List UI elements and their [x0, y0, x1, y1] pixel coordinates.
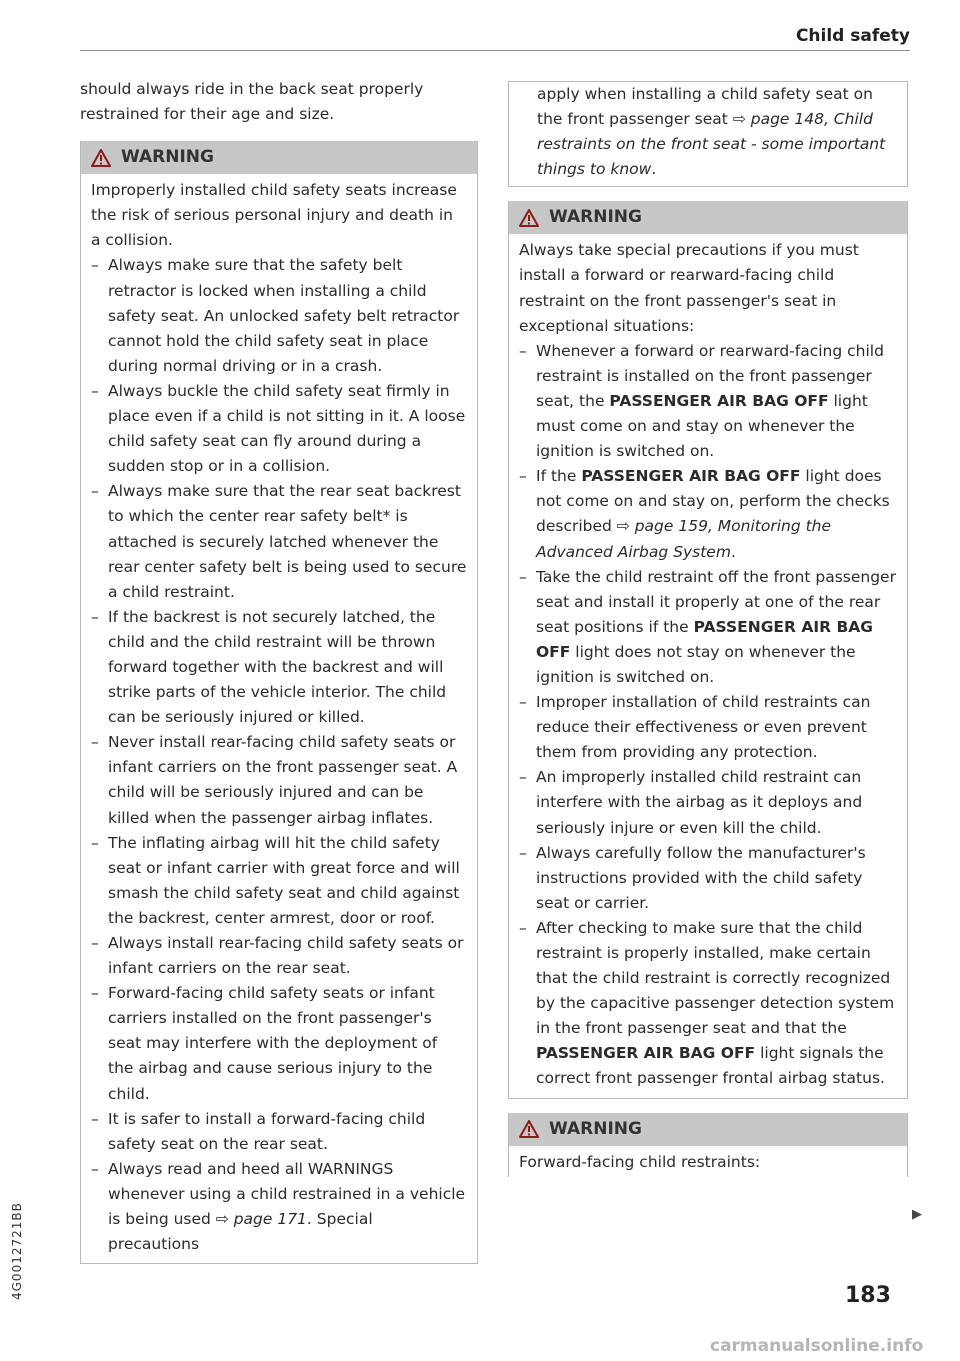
page-reference-link[interactable]: ⇨ page 148, Child restraints on the front seat - some important things to know	[537, 110, 886, 179]
list-item	[91, 1157, 467, 1257]
list-item: – Forward-facing child safety seats or infant carriers installed on the front passenger's seat may interfere with the deployment of the airbag and cause serious injury to the child.	[91, 981, 467, 1106]
item-text: Whenever a forward or rearward-facing child restraint is installed on the front passenger seat, the	[536, 341, 884, 410]
page-number: 183	[845, 1283, 891, 1308]
item-bold: PASSENGER AIR BAG OFF	[536, 617, 873, 661]
list-item-text: Always read and heed all WARNINGS whenever using a child restrained in a vehicle is being used	[108, 1159, 466, 1229]
section-title: Child safety	[795, 26, 910, 46]
right-column	[508, 81, 908, 1177]
warning-list	[91, 253, 467, 1257]
item-text: light does not come on and stay on, perform the checks described	[536, 467, 890, 536]
item-text: After checking to make sure that the child restraint is properly installed, make certain that the child restraint is correctly recognized by the capacitive passenger detection system in the front passenger seat and that the	[536, 918, 895, 1038]
warning-body	[509, 234, 907, 1097]
warning-body	[81, 174, 477, 1263]
warning-lead: Improperly installed child safety seats increase the risk of serious personal injury and death in a collision.	[91, 181, 457, 250]
left-column	[80, 77, 478, 1264]
document-code: 4G0012721BB	[10, 1202, 24, 1300]
list-item: – An improperly installed child restraint can interfere with the airbag as it deploys and seriously injure or even kill the child.	[519, 765, 897, 840]
page-reference-link[interactable]: ⇨ page 159, Monitoring the Advanced Airbag System	[536, 517, 832, 561]
warning-header	[509, 1113, 907, 1146]
list-item	[519, 565, 897, 690]
continuation-tail: .	[651, 160, 657, 179]
item-text: If the	[536, 467, 582, 486]
warning-lead: Always take special precautions if you must install a forward or rearward-facing child restraint on the front passenger's seat in exceptional situations:	[519, 241, 859, 335]
list-item: – The inflating airbag will hit the child safety seat or infant carrier with great force and will smash the child safety seat and child against the backrest, center armrest, door or roof.	[91, 831, 467, 931]
warning-triangle-icon	[519, 209, 539, 227]
item-text: light must come on and stay on whenever the ignition is switched on.	[536, 391, 868, 461]
list-item	[519, 916, 897, 1092]
list-item: – If the backrest is not securely latched, the child and the child restraint will be thrown forward together with the backrest and will strike parts of the vehicle interior. The child can be seriously injured or killed.	[91, 605, 467, 730]
list-item	[519, 464, 897, 564]
warning-title: WARNING	[549, 207, 642, 228]
item-text: Take the child restraint off the front passenger seat and install it properly at one of the rear seat positions if the	[536, 567, 896, 636]
watermark: carmanualsonline.info	[710, 1336, 924, 1356]
list-item: – Always make sure that the rear seat backrest to which the center rear safety belt* is attached is securely latched whenever the rear center safety belt is being used to secure a child restraint.	[91, 479, 467, 604]
warning-title: WARNING	[121, 147, 214, 168]
list-item	[519, 339, 897, 464]
list-item: – It is safer to install a forward-facing child safety seat on the rear seat.	[91, 1107, 467, 1157]
continuation-lead: apply when installing a child safety seat on the front passenger seat	[537, 85, 873, 129]
warning-triangle-icon	[519, 1120, 539, 1138]
warning-text: Forward-facing child restraints:	[519, 1152, 761, 1171]
list-item: – Improper installation of child restraints can reduce their effectiveness or even prevent them from providing any protection.	[519, 690, 897, 765]
warning-triangle-icon	[91, 149, 111, 167]
list-item: – Always buckle the child safety seat firmly in place even if a child is not sitting in it. A loose child safety seat can fly around during a sudden stop or in a collision.	[91, 379, 467, 479]
item-text: light does not stay on whenever the ignition is switched on.	[536, 642, 856, 686]
item-bold: PASSENGER AIR BAG OFF	[536, 1044, 756, 1063]
warning-continuation-box	[508, 81, 908, 187]
list-item-tail: . Special precautions	[108, 1210, 373, 1254]
warning-box-left	[80, 141, 478, 1264]
list-item: – Always carefully follow the manufacturer's instructions provided with the child safety seat or carrier.	[519, 841, 897, 916]
item-text: light signals the correct front passenger frontal airbag status.	[536, 1044, 885, 1088]
warning-title: WARNING	[549, 1118, 642, 1139]
continuation-text	[537, 82, 897, 182]
warning-list	[519, 339, 897, 1092]
warning-header	[509, 201, 907, 234]
list-item: – Always make sure that the safety belt retractor is locked when installing a child safety seat. An unlocked safety belt retractor cannot hold the child safety seat in place during normal driving or in a crash.	[91, 253, 467, 378]
warning-box-right-1	[508, 201, 908, 1098]
warning-box-right-2	[508, 1113, 908, 1177]
item-bold: PASSENGER AIR BAG OFF	[609, 391, 829, 410]
continue-arrow-icon: ▶	[912, 1207, 922, 1222]
warning-header	[81, 141, 477, 174]
list-item: – Always install rear-facing child safety seats or infant carriers on the rear seat.	[91, 931, 467, 981]
item-text: .	[730, 542, 736, 561]
header-rule	[80, 50, 910, 51]
warning-body	[509, 1146, 907, 1177]
page-reference-link[interactable]: ⇨ page 171	[215, 1210, 307, 1229]
item-bold: PASSENGER AIR BAG OFF	[581, 467, 801, 486]
list-item: – Never install rear-facing child safety seats or infant carriers on the front passenger seat. A child will be seriously injured and can be killed when the passenger airbag inflates.	[91, 730, 467, 830]
intro-text: should always ride in the back seat properly restrained for their age and size.	[80, 80, 424, 124]
